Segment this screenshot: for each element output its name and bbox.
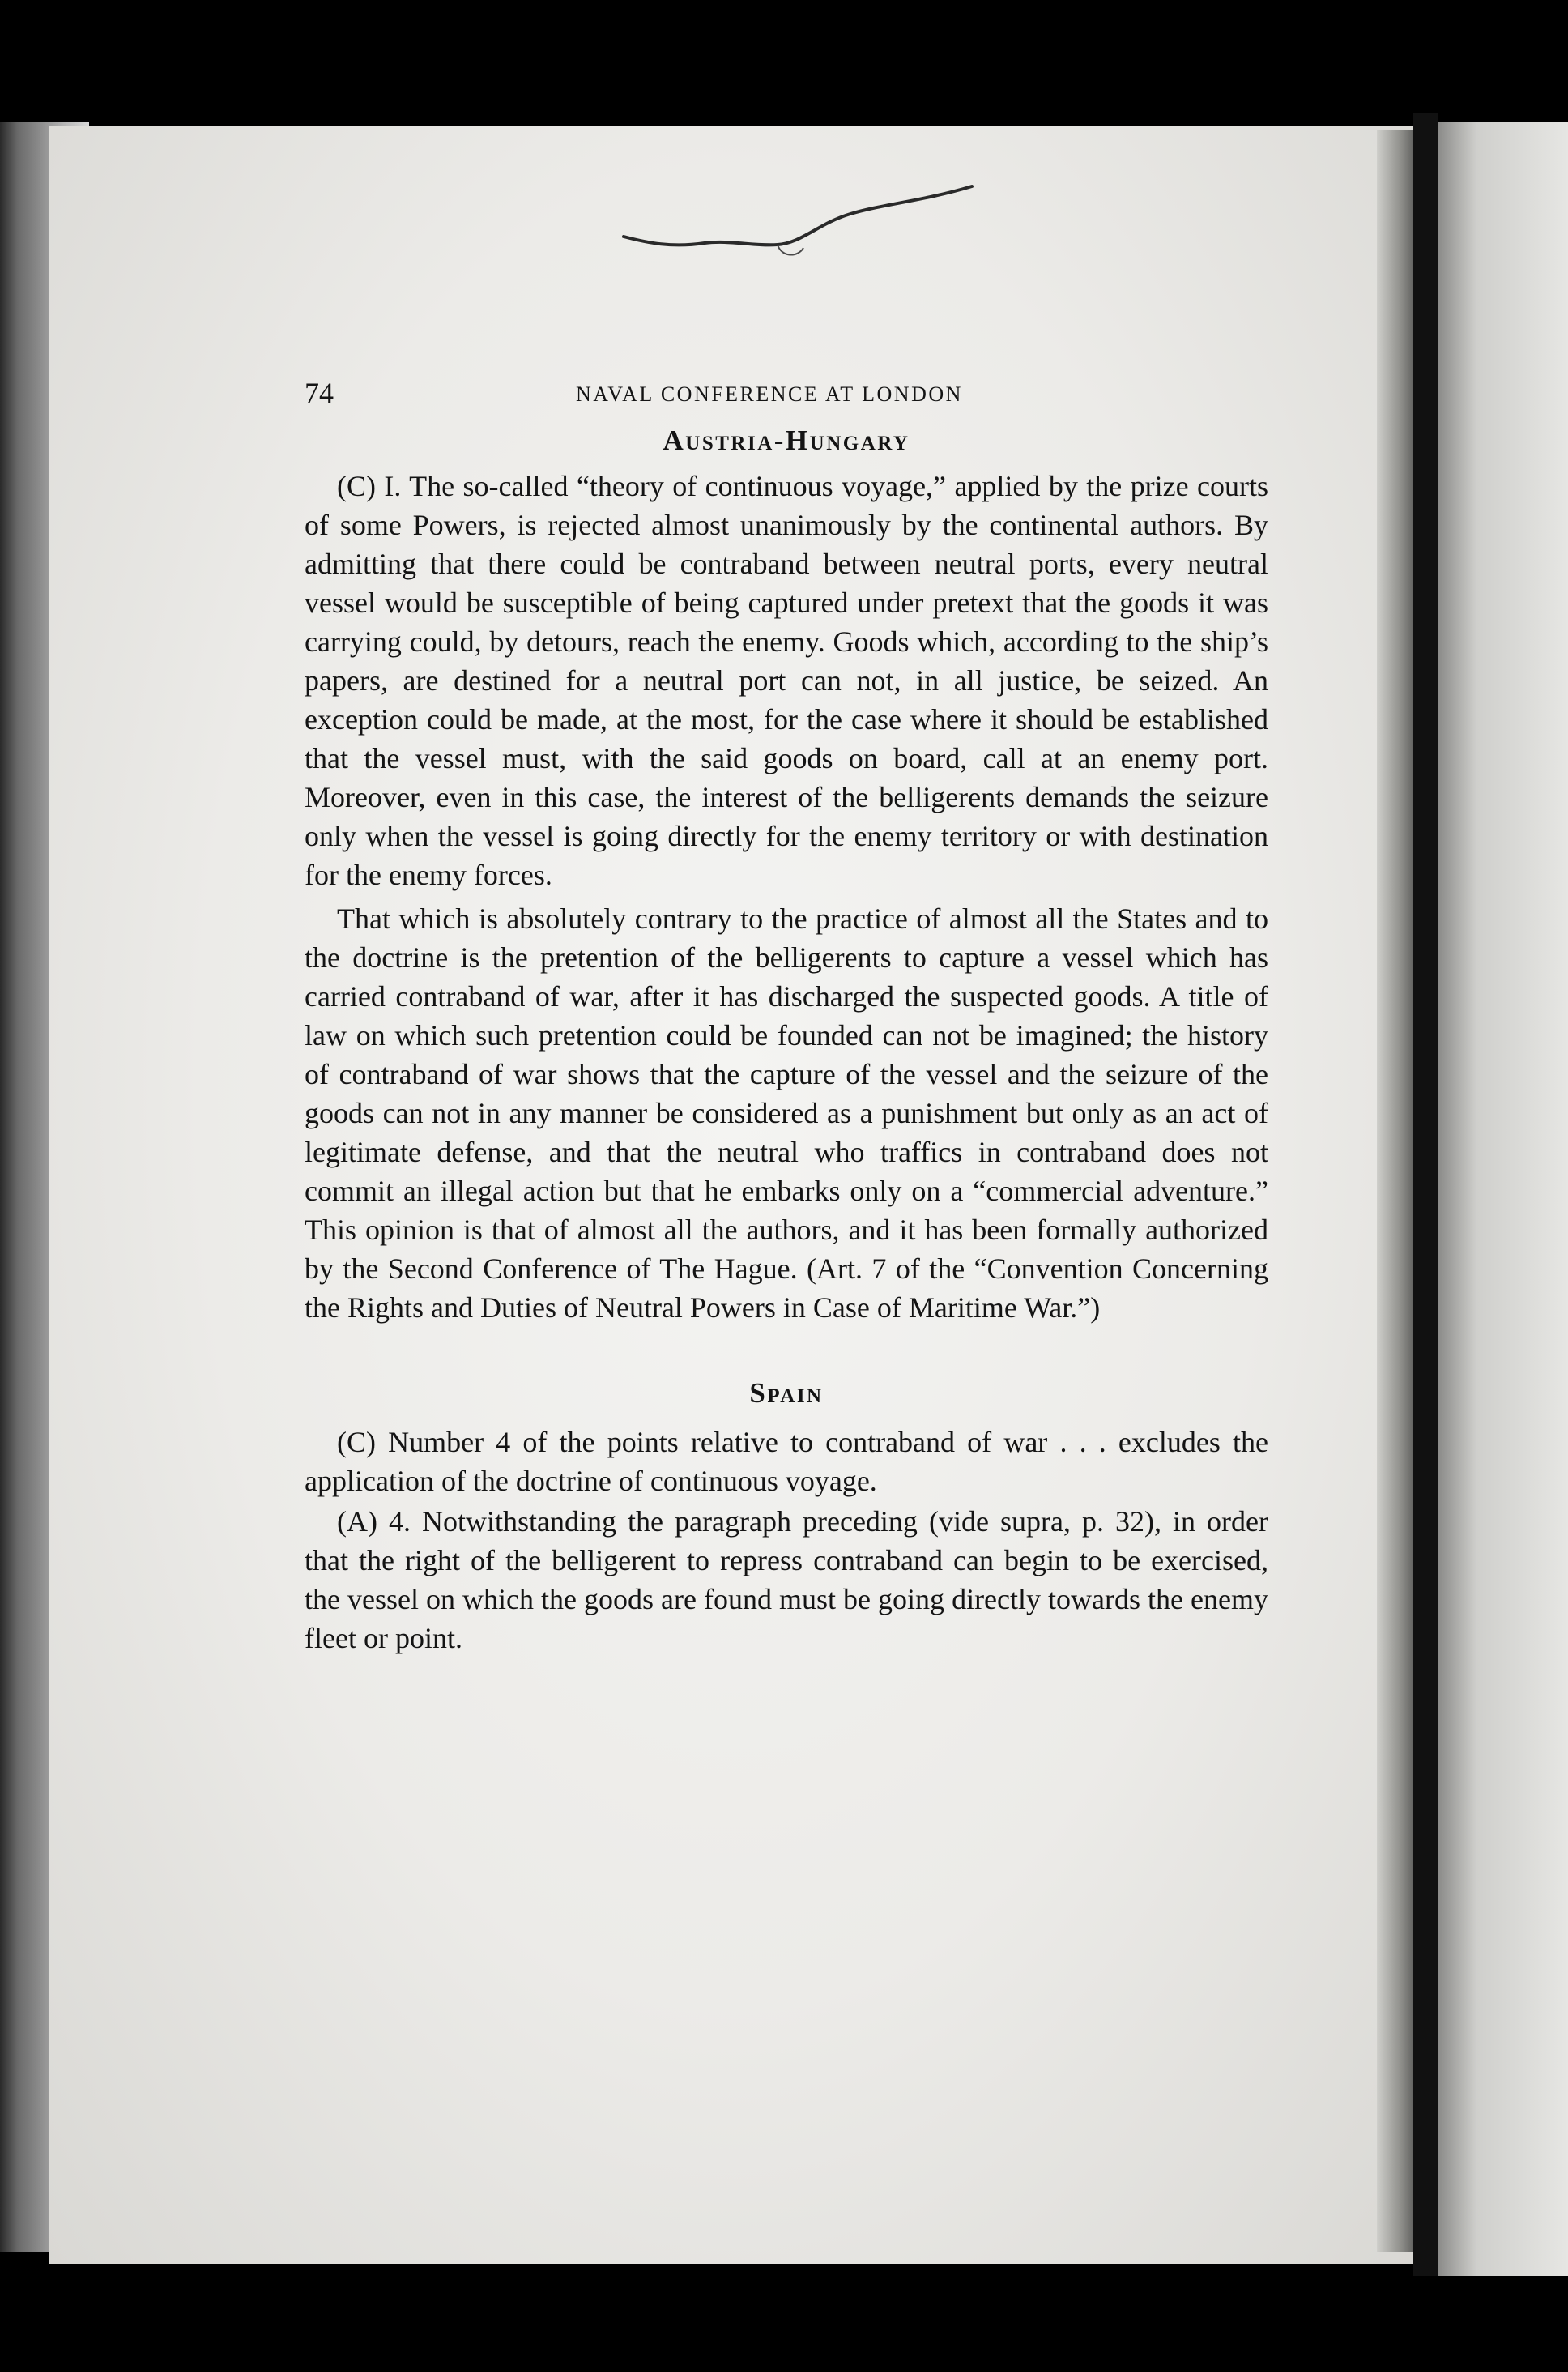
page-number: 74 xyxy=(305,377,334,409)
pen-scribble-mark xyxy=(616,162,988,267)
page-text-block xyxy=(305,376,1268,1657)
paragraph-spain-1: (C) Number 4 of the points relative to contraband of war . . . excludes the application of the doctrine of continuous voyage. xyxy=(305,1426,1268,1497)
section-title-spain: Spain xyxy=(749,1377,824,1409)
paragraph-austria-1: (C) I. The so-called “theory of continuous voyage,” applied by the prize courts of some Powers, is rejected almost unanimously by the continental authors. By admitting that there could be contraband between neutral ports, every neutral vessel would be susceptible of being captured under pretext that the goods it was carrying could, by detours, reach the enemy. Goods which, according to the ship’s papers, are destined for a neutral port can not, in all justice, be seized. An exception could be made, at the most, for the case where it should be established that the vessel must, with the said goods on board, call at an enemy port. Moreover, even in this case, the interest of the belligerents demands the seizure only when the vessel is going directly for the enemy territory or with destination for the enemy forces. xyxy=(305,470,1268,891)
running-head: NAVAL CONFERENCE AT LONDON xyxy=(576,382,963,406)
facing-page-edge xyxy=(1438,122,1568,2276)
section-title-austria-hungary: Austria-Hungary xyxy=(663,424,910,456)
paragraph-austria-2: That which is absolutely contrary to the practice of almost all the States and to the doctrine is the pretention of the belligerents to capture a vessel which has carried contraband of war, after it has discharged the suspected goods. A title of law on which such pretention could be founded can not be imagined; the history of contraband of war shows that the capture of the vessel and the seizure of the goods can not in any manner be considered as a punishment but only as an act of legitimate defense, and that the neutral who traffics in contraband does not commit an illegal action but that he embarks only on a “commercial adventure.” This opinion is that of almost all the authors, and it has been formally authorized by the Second Conference of The Hague. (Art. 7 of the “Convention Concerning the Rights and Duties of Neutral Powers in Case of Maritime War.”) xyxy=(305,902,1268,1324)
paragraph-spain-2: (A) 4. Notwithstanding the paragraph preceding (vide supra, p. 32), in order that the right of the belligerent to repress contraband can begin to be exercised, the vessel on which the goods are found must be going directly towards the enemy fleet or point. xyxy=(305,1505,1268,1654)
page-header xyxy=(305,376,1268,421)
book-spine xyxy=(1413,113,1438,2276)
